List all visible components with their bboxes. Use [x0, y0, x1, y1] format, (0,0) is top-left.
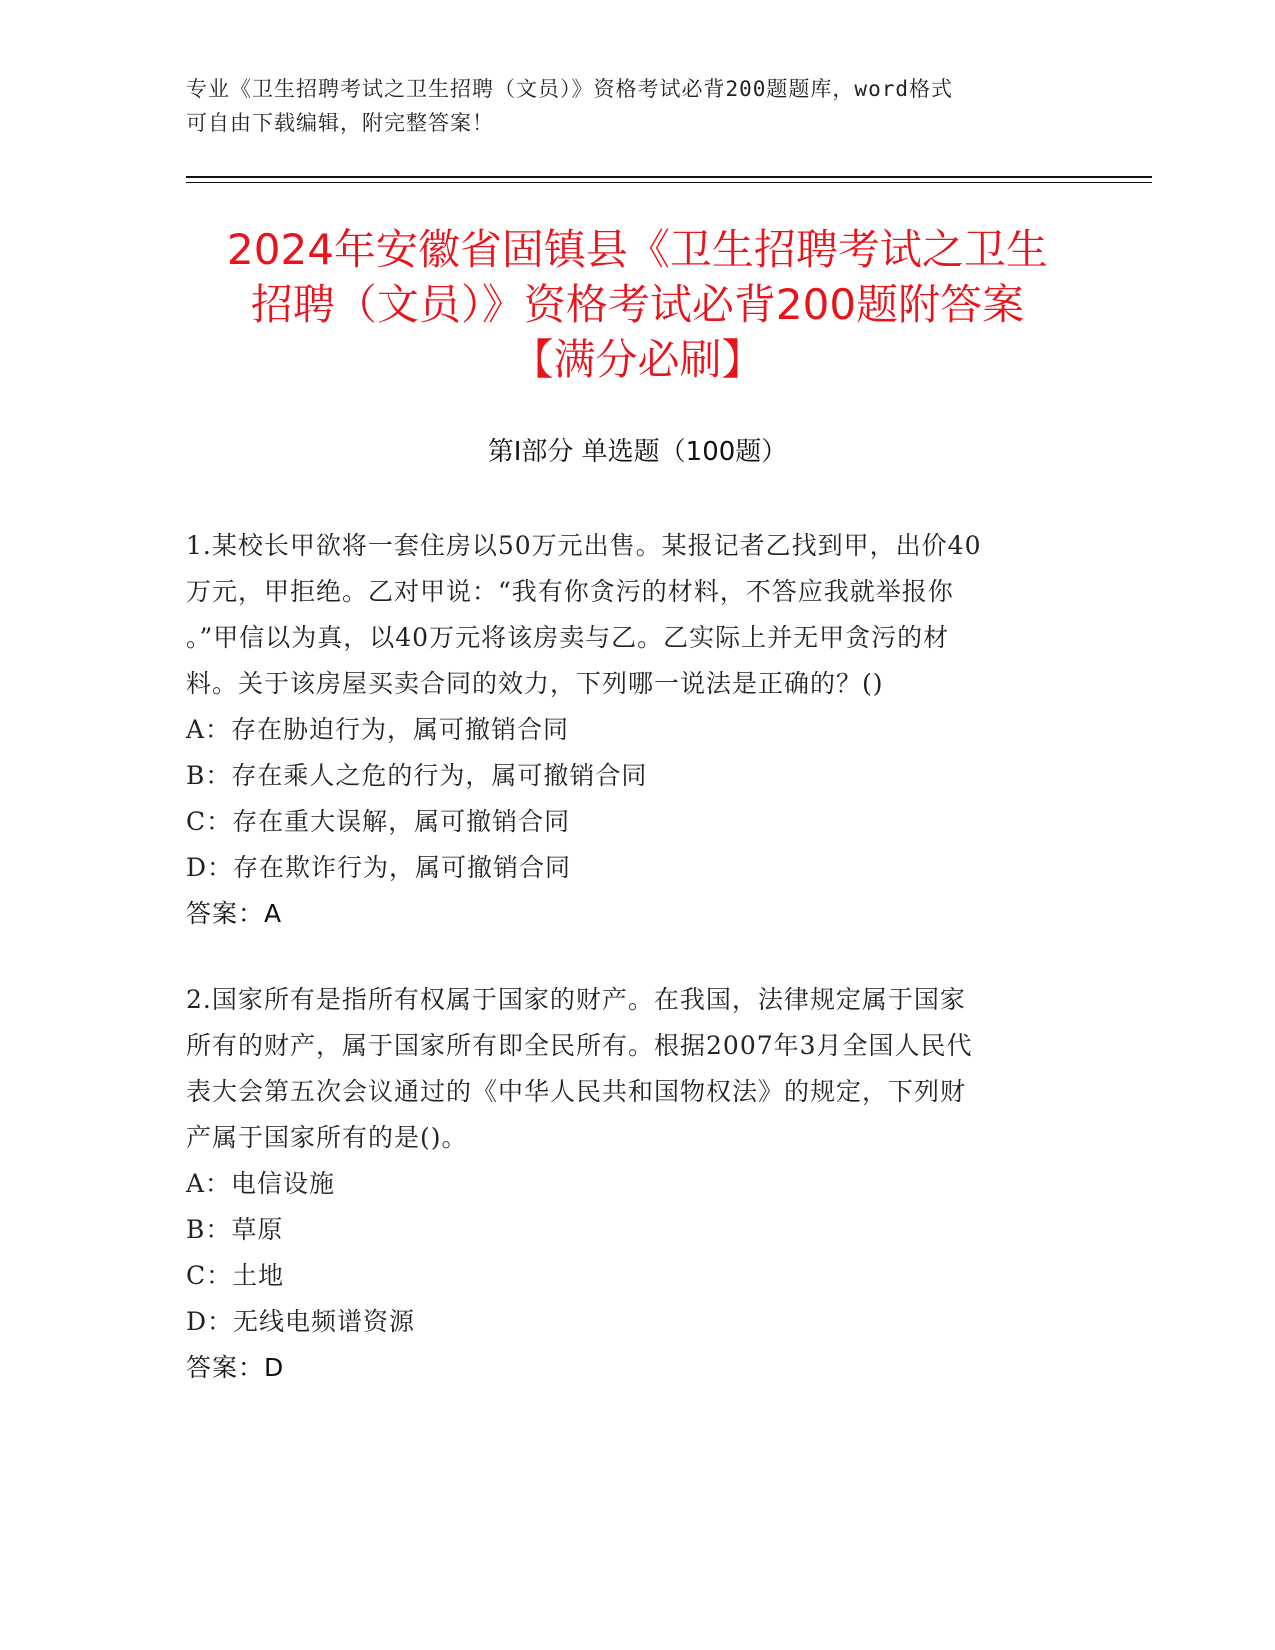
- option-a: A：存在胁迫行为，属可撤销合同: [186, 715, 570, 744]
- question-stem-line: 料。关于该房屋买卖合同的效力，下列哪一说法是正确的？(): [186, 669, 884, 698]
- question-stem-line: 。”甲信以为真，以40万元将该房卖与乙。乙实际上并无甲贪污的材: [186, 623, 950, 652]
- option-c: C：存在重大误解，属可撤销合同: [186, 807, 571, 836]
- answer-line: 答案：A: [186, 899, 283, 928]
- answer-line: 答案：D: [186, 1353, 285, 1382]
- section-heading: 第Ⅰ部分 单选题（100题）: [487, 437, 788, 467]
- option-b: B：草原: [186, 1215, 284, 1244]
- document-title-line-2: 招聘（文员）》资格考试必背200题附答案: [250, 280, 1025, 329]
- option-d: D：无线电频谱资源: [186, 1307, 416, 1336]
- question-stem-line: 表大会第五次会议通过的《中华人民共和国物权法》的规定，下列财: [186, 1077, 967, 1106]
- option-b: B：存在乘人之危的行为，属可撤销合同: [186, 761, 648, 790]
- header-note-line-1: 专业《卫生招聘考试之卫生招聘（文员）》资格考试必背200题题库，word格式: [186, 77, 953, 101]
- option-c: C：土地: [186, 1261, 285, 1290]
- question-stem-line: 万元，甲拒绝。乙对甲说：“我有你贪污的材料，不答应我就举报你: [186, 577, 954, 606]
- document-title: [150, 222, 1125, 387]
- header-divider-thin: [186, 182, 1152, 183]
- option-d: D：存在欺诈行为，属可撤销合同: [186, 853, 572, 882]
- question-stem-line: 所有的财产，属于国家所有即全民所有。根据2007年3月全国人民代: [186, 1031, 973, 1060]
- header-note-line-2: 可自由下载编辑，附完整答案！: [186, 111, 494, 135]
- header-divider-thick: [186, 176, 1152, 178]
- question-1: [186, 523, 1086, 937]
- document-title-line-1: 2024年安徽省固镇县《卫生招聘考试之卫生: [227, 225, 1048, 274]
- header-note: [186, 72, 1066, 140]
- question-stem-line: 1.某校长甲欲将一套住房以50万元出售。某报记者乙找到甲，出价40: [186, 531, 982, 560]
- option-a: A：电信设施: [186, 1169, 336, 1198]
- document-title-line-3: 【满分必刷】: [511, 335, 764, 384]
- question-stem-line: 2.国家所有是指所有权属于国家的财产。在我国，法律规定属于国家: [186, 985, 966, 1014]
- question-stem-line: 产属于国家所有的是()。: [186, 1123, 468, 1152]
- question-2: [186, 977, 1086, 1391]
